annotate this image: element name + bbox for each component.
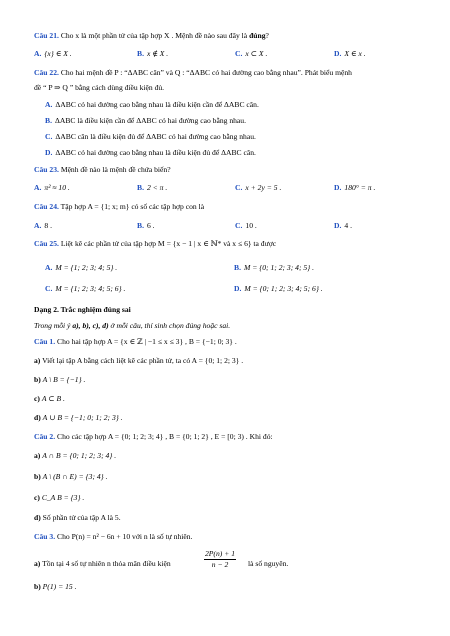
tf1-item-a: a) Viết lại tập A bằng cách liệt kê các phần tử, ta có A = {0; 1; 2; 3} . bbox=[34, 356, 244, 365]
q22-option-a[interactable]: A. ΔABC có hai đường cao bằng nhau là điều kiện cần để ΔABC cân. bbox=[45, 100, 259, 109]
q25-stem: Câu 25. Liệt kê các phần tử của tập hợp M = {x − 1 | x ∈ ℕ* và x ≤ 6} ta được bbox=[34, 239, 277, 248]
tf2-item-b: b) A \ (B ∩ E) = {3; 4} . bbox=[34, 472, 108, 481]
q21-option-d[interactable]: D. X ∈ x . bbox=[334, 49, 366, 58]
tf2-item-c: c) C_A B = {3} . bbox=[34, 493, 85, 502]
q21-tail: ? bbox=[265, 31, 269, 40]
q22-label: Câu 22. bbox=[34, 68, 59, 77]
q22-option-c[interactable]: C. ΔABC cân là điều kiện đủ để ΔABC có hai đường cao bằng nhau. bbox=[45, 132, 256, 141]
q25-option-d[interactable]: D. M = {0; 1; 2; 3; 4; 5; 6} . bbox=[234, 284, 323, 293]
q21-option-b[interactable]: B. x ∉ X . bbox=[137, 49, 169, 58]
tf1-label: Câu 1. bbox=[34, 337, 56, 346]
tf2-item-a: a) A ∩ B = {0; 1; 2; 3; 4} . bbox=[34, 451, 117, 460]
q22-option-d[interactable]: D. ΔABC có hai đường cao bằng nhau là điều kiện đủ để ΔABC cân. bbox=[45, 148, 256, 157]
q25-option-b[interactable]: B. M = {0; 1; 2; 3; 4; 5} . bbox=[234, 263, 315, 272]
q23-option-d[interactable]: D. 180° = π . bbox=[334, 183, 376, 192]
tf1-item-c: c) A ⊂ B . bbox=[34, 394, 65, 403]
tf2-stem: Câu 2. Cho các tập hợp A = {0; 1; 2; 3; 4} , B = {0; 1; 2} , E = [0; 3) . Khi đó: bbox=[34, 432, 273, 441]
q21-label: Câu 21. bbox=[34, 31, 59, 40]
tf3-stem: Câu 3. Cho P(n) = n² − 6n + 10 với n là số tự nhiên. bbox=[34, 532, 193, 541]
q21-option-c[interactable]: C. x ⊂ X . bbox=[235, 49, 268, 58]
q23-label: Câu 23. bbox=[34, 165, 59, 174]
tf3-fraction: $\frac{2P(n) + 1}{n - 2}$ bbox=[205, 549, 236, 569]
tf2-item-d: d) Số phần tử của tập A là 5. bbox=[34, 513, 121, 522]
q23-option-b[interactable]: B. 2 < π . bbox=[137, 183, 168, 192]
q22-option-b[interactable]: B. ΔABC là điều kiện cần để ΔABC có hai đường cao bằng nhau. bbox=[45, 116, 247, 125]
q24-option-b[interactable]: B. 6 . bbox=[137, 221, 155, 230]
tf3-item-a: a) Tồn tại 4 số tự nhiên n thỏa mãn điều kiện $\frac{2P(n) + 1}{n - 2}$ là số nguyên. bbox=[34, 549, 289, 569]
section-title: Dạng 2. Trắc nghiệm đúng sai bbox=[34, 305, 131, 314]
q21-option-a[interactable]: A. {x} ∈ X . bbox=[34, 49, 72, 58]
tf1-stem: Câu 1. Cho hai tập hợp A = {x ∈ ℤ | −1 ≤ x ≤ 3} , B = {−1; 0; 3} . bbox=[34, 337, 237, 346]
tf3-item-b: b) P(1) = 15 . bbox=[34, 582, 77, 591]
q24-option-c[interactable]: C. 10 . bbox=[235, 221, 257, 230]
q23-option-c[interactable]: C. x + 2y = 5 . bbox=[235, 183, 282, 192]
tf2-label: Câu 2. bbox=[34, 432, 56, 441]
q24-stem: Câu 24. Tập hợp A = {1; x; m} có số các tập hợp con là bbox=[34, 202, 205, 211]
q25-option-a[interactable]: A. M = {1; 2; 3; 4; 5} . bbox=[45, 263, 118, 272]
q21-emphasis: đúng bbox=[249, 31, 266, 40]
tf3-label: Câu 3. bbox=[34, 532, 56, 541]
section-instruction: Trong mỗi ý a), b), c), d) ở mỗi câu, thí sinh chọn đúng hoặc sai. bbox=[34, 321, 231, 330]
q24-option-d[interactable]: D. 4 . bbox=[334, 221, 352, 230]
q24-option-a[interactable]: A. 8 . bbox=[34, 221, 52, 230]
q22-stem-line2: đề “ P ⇒ Q ” bằng cách dùng điều kiện đủ. bbox=[34, 83, 165, 92]
q23-option-a[interactable]: A. π² ≈ 10 . bbox=[34, 183, 70, 192]
tf1-item-b: b) A \ B = {−1} . bbox=[34, 375, 86, 384]
q21-stem bbox=[34, 32, 434, 40]
q23-stem: Câu 23. Mệnh đề nào là mệnh đề chứa biến? bbox=[34, 165, 171, 174]
q22-text: Cho hai mệnh đề P : “ΔABC cân” và Q : “ΔABC có hai đường cao bằng nhau”. Phát biểu mệnh bbox=[60, 68, 352, 77]
q25-label: Câu 25. bbox=[34, 239, 59, 248]
q22-stem bbox=[34, 69, 434, 77]
tf1-item-d: d) A ∪ B = {−1; 0; 1; 2; 3} . bbox=[34, 413, 123, 422]
q21-text: Cho x là một phần tử của tập hợp X . Mệnh đề nào sau đây là bbox=[60, 31, 248, 40]
q25-option-c[interactable]: C. M = {1; 2; 3; 4; 5; 6} . bbox=[45, 284, 126, 293]
q24-label: Câu 24. bbox=[34, 202, 59, 211]
